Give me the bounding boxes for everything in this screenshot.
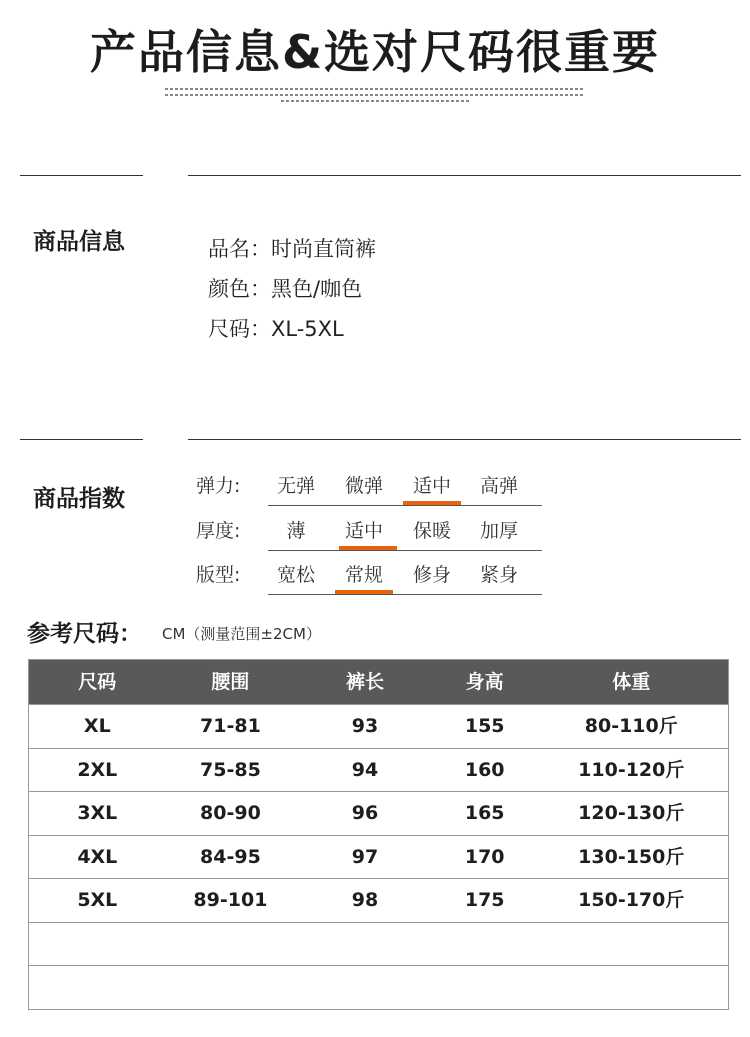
- table-cell: 80-110斤: [584, 715, 678, 737]
- table-cell: [166, 923, 296, 966]
- table-cell: 120-130斤: [578, 802, 685, 824]
- table-cell: XL: [83, 715, 111, 737]
- table-row: [29, 878, 728, 922]
- selected-highlight-bar: [403, 501, 461, 505]
- page-title: 产品信息&选对尺码很重要: [89, 25, 661, 79]
- index-option: 宽松: [276, 564, 315, 586]
- divider: [20, 175, 143, 176]
- index-option: 紧身: [479, 564, 518, 586]
- index-option: 无弹: [276, 475, 315, 497]
- info-label: 品名：: [208, 237, 271, 261]
- table-cell: 110-120斤: [578, 758, 685, 781]
- column-header: 腰围: [211, 671, 250, 693]
- table-row: [29, 704, 728, 748]
- info-row-color: [208, 273, 362, 303]
- table-cell: 4XL: [77, 845, 118, 868]
- table-cell: 155: [464, 715, 505, 737]
- table-cell: 96: [351, 802, 379, 824]
- table-cell: [295, 923, 435, 966]
- index-row-elasticity: [196, 467, 542, 511]
- table-row-empty: [29, 922, 728, 966]
- table-cell: [29, 923, 166, 966]
- info-value: 黑色/咖色: [271, 277, 363, 301]
- size-table: [28, 659, 729, 1010]
- table-cell: 97: [351, 845, 379, 868]
- column-header: 裤长: [346, 671, 385, 693]
- index-option: 加厚: [479, 520, 518, 542]
- table-cell: 98: [351, 889, 379, 911]
- index-row-underline: [268, 505, 542, 506]
- table-cell: 160: [464, 758, 505, 781]
- index-option: 修身: [412, 564, 451, 586]
- table-cell: 84-95: [200, 845, 261, 868]
- table-row-empty: [29, 965, 728, 1009]
- index-option: 微弹: [344, 475, 383, 497]
- column-header: 尺码: [78, 671, 117, 693]
- info-label: 尺码：: [208, 317, 271, 341]
- table-cell: 2XL: [77, 758, 118, 781]
- info-value: 时尚直筒裤: [271, 237, 376, 261]
- info-value: XL-5XL: [271, 317, 344, 341]
- table-cell: 71-81: [200, 715, 261, 737]
- table-cell: [166, 966, 296, 1009]
- table-cell: 3XL: [77, 802, 118, 824]
- product-info-heading: 商品信息: [33, 229, 125, 255]
- selected-highlight-bar: [339, 546, 397, 550]
- index-row-fit: [196, 556, 542, 600]
- info-row-size: [208, 313, 344, 343]
- table-cell: [435, 966, 535, 1009]
- size-chart-title: 参考尺码：: [27, 621, 142, 647]
- index-row-thickness: [196, 512, 542, 556]
- index-option: 高弹: [479, 475, 518, 497]
- index-option-selected: 常规: [344, 564, 383, 586]
- index-label: 弹力:: [196, 475, 241, 497]
- table-row: [29, 791, 728, 835]
- table-cell: 150-170斤: [578, 889, 685, 911]
- decorative-fine-print: [165, 88, 585, 102]
- index-option: 薄: [286, 520, 306, 542]
- index-option-selected: 适中: [412, 475, 451, 497]
- divider: [20, 439, 143, 440]
- info-label: 颜色：: [208, 277, 271, 301]
- divider: [188, 439, 741, 440]
- table-cell: [435, 923, 535, 966]
- divider: [188, 175, 741, 176]
- table-cell: [535, 923, 728, 966]
- column-header: 身高: [465, 671, 504, 693]
- size-chart-note: CM（测量范围±2CM）: [162, 625, 321, 643]
- table-cell: 75-85: [200, 758, 261, 781]
- table-cell: 80-90: [200, 802, 261, 824]
- table-cell: 89-101: [193, 889, 268, 911]
- table-cell: [535, 966, 728, 1009]
- info-row-name: [208, 233, 376, 263]
- table-cell: 130-150斤: [578, 845, 685, 868]
- table-cell: [295, 966, 435, 1009]
- table-cell: 93: [351, 715, 379, 737]
- index-row-underline: [268, 550, 542, 551]
- product-index-heading: 商品指数: [33, 486, 125, 512]
- index-label: 厚度:: [196, 520, 241, 542]
- index-label: 版型:: [196, 564, 241, 586]
- selected-highlight-bar: [335, 590, 393, 594]
- table-row: [29, 748, 728, 792]
- table-row: [29, 835, 728, 879]
- column-header: 体重: [612, 671, 651, 693]
- table-header: [29, 660, 728, 704]
- index-option: 保暖: [412, 520, 451, 542]
- index-option-selected: 适中: [344, 520, 383, 542]
- table-cell: 5XL: [77, 889, 118, 911]
- table-cell: 175: [464, 889, 505, 911]
- table-cell: 170: [464, 845, 505, 868]
- table-cell: 165: [464, 802, 505, 824]
- index-row-underline: [268, 594, 542, 595]
- table-cell: [29, 966, 166, 1009]
- table-cell: 94: [351, 758, 379, 781]
